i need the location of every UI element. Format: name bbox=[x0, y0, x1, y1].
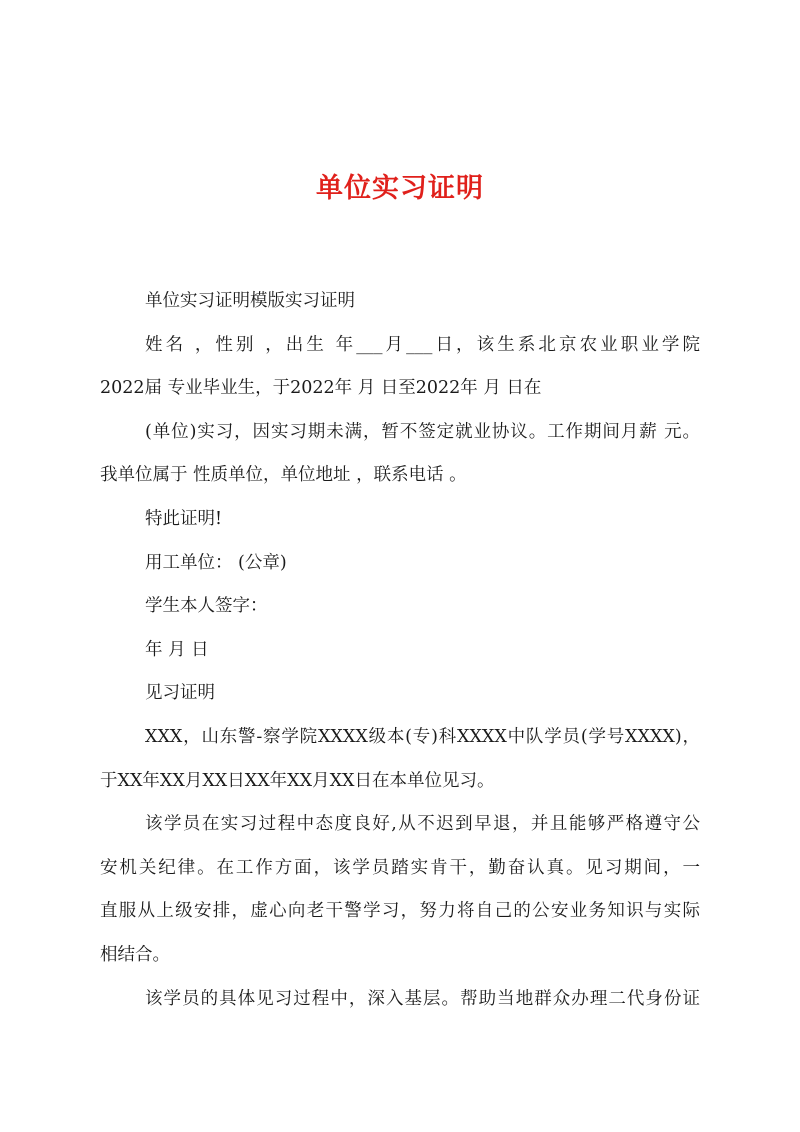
paragraph-line: XXX，山东警-察学院XXXX级本(专)科XXXX中队学员(学号XXXX)， bbox=[145, 726, 700, 747]
paragraph-line: 安机关纪律。在工作方面，该学员踏实肯干，勤奋认真。见习期间，一 bbox=[100, 857, 700, 878]
paragraph-line: 学生本人签字： bbox=[145, 596, 268, 617]
document-body bbox=[100, 280, 700, 1021]
paragraph-line: 年 月 日 bbox=[145, 639, 209, 660]
document-title: 单位实习证明 bbox=[316, 173, 484, 204]
paragraph-line: 于XX年XX月XX日XX年XX月XX日在本单位见习。 bbox=[100, 770, 495, 791]
paragraph-line: 该学员在实习过程中态度良好,从不迟到早退，并且能够严格遵守公 bbox=[145, 814, 700, 835]
paragraph-line: 直服从上级安排，虚心向老干警学习，努力将自己的公安业务知识与实际 bbox=[100, 901, 700, 922]
paragraph-line: 单位实习证明模版实习证明 bbox=[145, 291, 355, 311]
paragraph-line: 见习证明 bbox=[145, 683, 215, 704]
paragraph-line: 我单位属于 性质单位，单位地址 ，联系电话 。 bbox=[100, 465, 467, 486]
paragraph-line: 特此证明! bbox=[145, 508, 223, 529]
paragraph-line: 姓名 ，性别 ，出生 年___月___日，该生系北京农业职业学院 bbox=[145, 334, 700, 355]
paragraph-line: 该学员的具体见习过程中，深入基层。帮助当地群众办理二代身份证 bbox=[145, 988, 700, 1009]
paragraph-line: 相结合。 bbox=[100, 944, 170, 965]
paragraph-line: 用工单位： (公章) bbox=[145, 552, 287, 573]
paragraph-line: 2022届 专业毕业生，于2022年 月 日至2022年 月 日在 bbox=[100, 378, 542, 399]
paragraph-line: (单位)实习，因实习期未满，暂不签定就业协议。工作期间月薪 元。 bbox=[145, 421, 700, 442]
